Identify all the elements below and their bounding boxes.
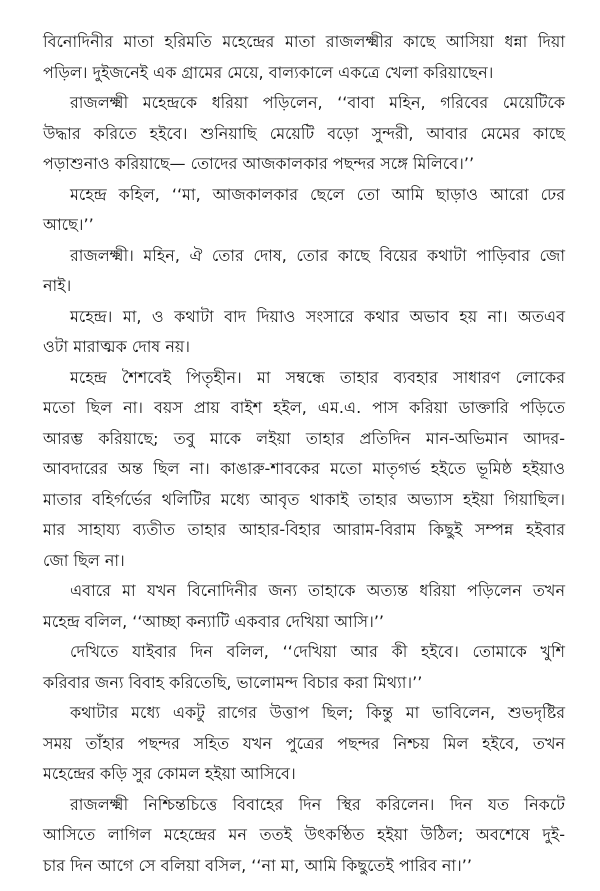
text-line: মহেন্দ্র শৈশবেই পিতৃহীন। মা সম্বন্ধে তাহার ব্যবহার সাধারণ লোকের [70, 367, 565, 387]
text-line: পড়াশুনাও করিয়াছে— তোদের আজকালকার পছন্দর সঙ্গে মিলিবে।’’ [43, 154, 475, 173]
text-line: বিনোদিনীর মাতা হরিমতি মহেন্দ্রের মাতা রাজলক্ষ্মীর কাছে আসিয়া ধন্না দিয়া [43, 32, 565, 51]
paragraph-10 [43, 790, 565, 882]
text-line: উদ্ধার করিতে হইবে। শুনিয়াছি মেয়েটি বড়ো সুন্দরী, আবার মেমের কাছে [43, 123, 565, 143]
text-line: এবারে মা যখন বিনোদিনীর জন্য তাহাকে অত্যন্ত ধরিয়া পড়িলেন তখন [70, 581, 565, 600]
text-line: মহেন্দ্র বলিল, ‘‘আচ্ছা কন্যাটি একবার দেখিয়া আসি।’’ [43, 611, 384, 631]
text-line: করিবার জন্য বিবাহ করিতেছি, ভালোমন্দ বিচার করা মিথ্যা।’’ [43, 672, 423, 692]
text-line: সময় তাঁহার পছন্দর সহিত যখন পুত্রের পছন্দর নিশ্চয় মিল হইবে, তখন [43, 733, 565, 753]
paragraph-4 [43, 241, 565, 302]
paragraph-5 [43, 302, 565, 363]
text-line: রাজলক্ষ্মী। মহিন, ঐ তোর দোষ, তোর কাছে বিয়ের কথাটা পাড়িবার জো [70, 245, 565, 265]
text-line: জো ছিল না। [43, 550, 125, 570]
text-line: মাতার বহির্গর্ভের থলিটির মধ্যে আবৃত থাকাই তাহার অভ্যাস হইয়া গিয়াছিল। [43, 489, 565, 509]
paragraph-8 [43, 637, 565, 698]
text-line: আসিতে লাগিল মহেন্দ্রের মন ততই উৎকণ্ঠিত হইয়া উঠিল; অবশেষে দুই- [43, 825, 565, 844]
text-line: রাজলক্ষ্মী মহেন্দ্রকে ধরিয়া পড়িলেন, ‘‘বাবা মহিন, গরিবের মেয়েটিকে [70, 93, 565, 112]
text-line: দেখিতে যাইবার দিন বলিল, ‘‘দেখিয়া আর কী হইবে। তোমাকে খুশি [70, 642, 565, 661]
text-line: মহেন্দ্র কহিল, ‘‘মা, আজকালকার ছেলে তো আমি ছাড়াও আরো ঢের [70, 184, 565, 204]
text-line: নাই। [43, 276, 72, 295]
text-line: ওটা মারাত্মক দোষ নয়। [43, 337, 191, 356]
paragraph-9 [43, 698, 565, 790]
text-line: আরম্ভ করিয়াছে; তবু মাকে লইয়া তাহার প্রতিদিন মান-অভিমান আদর- [43, 428, 565, 448]
paragraph-7 [43, 576, 565, 637]
book-page [43, 27, 565, 881]
text-line: কথাটার মধ্যে একটু রাগের উত্তাপ ছিল; কিন্তু মা ভাবিলেন, শুভদৃষ্টির [70, 703, 565, 722]
paragraph-3 [43, 180, 565, 241]
text-line: মহেন্দ্র। মা, ও কথাটা বাদ দিয়াও সংসারে কথার অভাব হয় না। অতএব [70, 306, 565, 326]
paragraph-1 [43, 27, 565, 88]
text-line: মতো ছিল না। বয়স প্রায় বাইশ হইল, এম.এ. পাস করিয়া ডাক্তারি পড়িতে [43, 398, 565, 417]
text-line: আবদারের অন্ত ছিল না। কাঙারু-শাবকের মতো মাতৃগর্ভ হইতে ভূমিষ্ঠ হইয়াও [43, 459, 565, 478]
text-line: রাজলক্ষ্মী নিশ্চিন্তচিত্তে বিবাহের দিন স্থির করিলেন। দিন যত নিকটে [70, 794, 565, 814]
paragraph-6 [43, 363, 565, 577]
text-line: মার সাহায্য ব্যতীত তাহার আহার-বিহার আরাম-বিরাম কিছুই সম্পন্ন হইবার [43, 520, 565, 539]
paragraph-2 [43, 88, 565, 180]
text-line: আছে।’’ [43, 215, 94, 234]
text-line: পড়িল। দুইজনেই এক গ্রামের মেয়ে, বাল্যকালে একত্রে খেলা করিয়াছেন। [43, 62, 494, 82]
text-line: মহেন্দ্রের কড়ি সুর কোমল হইয়া আসিবে। [43, 764, 296, 783]
text-line: চার দিন আগে সে বলিয়া বসিল, ‘‘না মা, আমি কিছুতেই পারিব না।’’ [43, 855, 472, 875]
